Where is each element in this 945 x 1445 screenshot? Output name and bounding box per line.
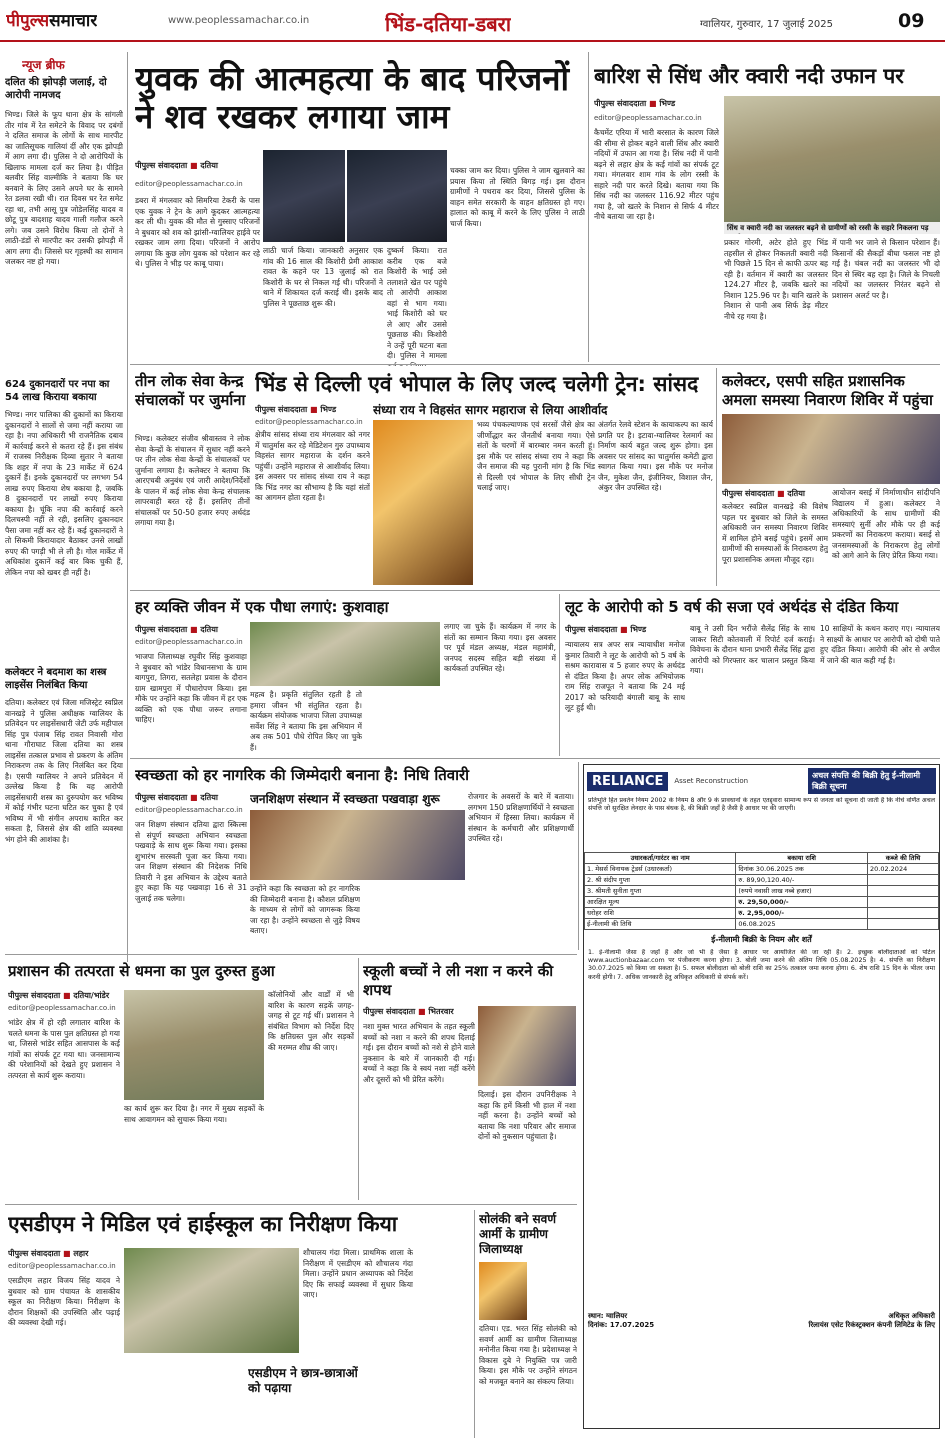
penalty-text: भिण्ड। कलेक्टर संजीव श्रीवास्तव ने लोक सेवा केन्द्रों के संचालन में सुधार नहीं करने पर तीन लोक सेवा केन्द्रों के संचालकों पर जुर्माना लगाया है। कलेक्टर ने बताया कि आरएचबी अनुबंध एवं जारी आदेश/निर्देशों के पालन में कई लोक सेवा केन्द्र संचालक लापरवाही बरत रहे हैं। इसलिए तीनों संचालकों पर 50-50 हजार रुपए अर्थदंड लगाया गया है। xyxy=(135,434,250,527)
ad-place: स्थान: ग्वालियर xyxy=(588,1312,628,1320)
ad-signatory-block xyxy=(809,1312,936,1330)
byline-place: भिण्ड xyxy=(630,625,647,634)
brand-name-part1: पीपुल्स xyxy=(6,11,50,31)
suicide-photo-1 xyxy=(263,150,345,242)
headline-clean: स्वच्छता को हर नागरिक की जिम्मेदारी बनाना है: निधि तिवारी xyxy=(135,766,470,784)
byline-dot: ■ xyxy=(189,793,198,802)
byline-name: पीपुल्स संवाददाता xyxy=(8,1249,61,1258)
tree-text-col1: भाजपा जिलाध्यक्ष रघुवीर सिंह कुशवाहा ने बुधवार को भांडेर विधानसभा के ग्राम बागपुरा, तिगरा, सतलेहा प्रवास के दौरान ग्राम खामपुरा में पौधारोपण किया। इस मौके पर उन्होंने कहा कि जीवन में हर एक व्यक्ति को एक पौधा जरूर लगाना चाहिए। xyxy=(135,652,247,724)
auction-notice-ad xyxy=(583,764,940,1429)
byline-sdm xyxy=(8,1248,118,1260)
camp-text-col1: कलेक्टर स्वप्निल वानखड़े की विशेष पहल पर बुधवार को जिले के समस्त अधिकारी जन समस्या निवारण शिविर में शामिल होने बसई पहुंचे। इसमें आम ग्रामीणों की समस्याओं के निराकरण हेतु पूरा प्रशासनिक अमला मौजूद रहा। xyxy=(722,502,828,564)
sdm-text-col2: शौचालय गंदा मिला। प्राथमिक शाला के निरीक्षण में एसडीएम को शौचालय गंदा मिला। उन्होंने प्रधान अध्यापक को निर्देश दिए कि सफाई व्यवस्था में सुधार किया जाए। xyxy=(303,1248,413,1299)
byline-robbery xyxy=(565,624,675,636)
byline-dot: ■ xyxy=(776,489,785,498)
ad-table-header xyxy=(585,853,939,864)
byline-place: दतिया xyxy=(200,625,218,634)
table-cell: धरोहर राशि xyxy=(585,908,736,919)
column-divider-3 xyxy=(559,594,560,756)
subhead-train: संध्या राय ने विहसंत सागर महाराज से लिया आशीर्वाद xyxy=(373,403,608,417)
train-text-col3: अंतर्गत रेलवे स्टेशन के कायाकल्प का कार्य प्रगति पर है। इटावा-ग्वालियर रेलमार्ग का निर्माण कार्य बहुत जल्द शुरू होगा। इस अवसर पर सांसद का चातुर्मास कमेटी द्वारा स्वागत किया गया। इस मौके पर मनोज जैन, मुकेश जैन, इंजीनियर, विशाल जैन, अंकुर जैन उपस्थित रहे। xyxy=(598,420,713,492)
newspaper-logo[interactable] xyxy=(6,8,97,31)
dateline: ग्वालियर, गुरुवार, 17 जुलाई 2025 xyxy=(700,19,834,30)
subhead-clean: जनशिक्षण संस्थान में स्वच्छता पखवाड़ा शुरू xyxy=(250,792,440,806)
headline-suicide: युवक की आत्महत्या के बाद परिजनों ने शव रखकर लगाया जाम xyxy=(135,60,570,136)
byline-clean xyxy=(135,792,245,804)
drugs-text-col2: दिलाई। इस दौरान उपनिरीक्षक ने कहा कि हमें किसी भी हाल में नशा नहीं करना है। उन्होंने बच्चों को बताया कि नशा परिवार और समाज दोनों को नुकसान पहुंचाता है। xyxy=(478,1090,576,1141)
ad-brand: RELIANCE xyxy=(587,772,668,791)
sdm-photo xyxy=(124,1248,299,1353)
sidebar-divider xyxy=(127,52,128,962)
ad-footer xyxy=(584,1309,939,1333)
byline-place: दतिया xyxy=(787,489,805,498)
flood-photo-caption: सिंध व क्वारी नदी का जलस्तर बढ़ने से ग्रामीणों को रस्सी के सहारे निकलना पड़ xyxy=(724,222,940,234)
train-text-col1: क्षेत्रीय सांसद संध्या राय मंगलवार को नगर में चातुर्मास कर रहे मेडिटेशन गुरु उपाध्याय विहसंत सागर महाराज के दर्शन करने पहुंचीं। उन्होंने महाराज से आशीर्वाद लिया। इस अवसर पर सांसद संध्या राय ने कहा कि भिंड नगर का सौभाग्य है कि यहां संतों का आगमन होता रहता है। xyxy=(255,430,370,502)
byline-name: पीपुल्स संवाददाता xyxy=(135,793,188,802)
byline-tree xyxy=(135,624,245,636)
brief-headline-3: कलेक्टर ने बदमाश का शस्त्र लाइसेंस निलंबित किया xyxy=(5,667,107,691)
ad-signatory-org: रिलायंस एसेट रिकंस्ट्रक्शन कंपनी लिमिटेड के लिए xyxy=(808,1321,935,1329)
email-clean[interactable]: editor@peoplessamachar.co.in xyxy=(135,806,243,814)
suicide-text-col1: डबरा में मंगलवार को सिमरिया टेकरी के पास एक युवक ने ट्रेन के आगे कूदकर आत्महत्या कर ली थी। युवक की मौत से गुस्साए परिजनों ने बुधवार को शव को झांसी-ग्वालियर हाईवे पर रखकर जाम लगा दिया। परिजनों ने आरोप लगाया कि कुछ लोग युवक को परेशान कर रहे थे। पुलिस ने भीड़ पर काबू पाया। xyxy=(135,196,260,268)
row-divider-4 xyxy=(5,954,577,955)
byline-place: भिण्ड xyxy=(659,99,676,108)
flood-text-col2: प्रकार गोरमी, अटेर होते हुए भिंड तहसील से होकर निकलती क्वारी नदी भी पिछले 15 दिन से काफी ऊपर बह रही है। वर्तमान में क्वारी का जलस्तर 124.27 मीटर है, जबकि खतरे का निशान 125.96 पर है। यानि खतरे के निशान से पानी अब सिर्फ डेढ़ मीटर नीचे रह गया है। xyxy=(724,238,828,321)
headline-sdm: एसडीएम ने मिडिल एवं हाईस्कूल का निरीक्षण किया xyxy=(8,1212,398,1236)
suicide-photo-2 xyxy=(347,150,447,242)
tree-text-col2: महत्व है। प्रकृति संतुलित रहती है तो हमारा जीवन भी संतुलित रहता है। कार्यक्रम संयोजक भाजपा जिला उपाध्यक्ष सर्वेश सिंह ने बताया कि इस अभियान में अब तक 501 पौधे रोपित किए जा चुके हैं। xyxy=(250,690,362,752)
gramin-portrait xyxy=(479,1262,527,1320)
byline-name: पीपुल्स संवाददाता xyxy=(8,991,61,1000)
byline-name: पीपुल्स संवाददाता xyxy=(135,161,188,170)
byline-dot: ■ xyxy=(417,1007,426,1016)
table-cell: ई-नीलामी की तिथि xyxy=(585,919,736,930)
ad-intro: प्रतिभूति हित प्रवर्तन नियम 2002 के नियम 8 और 9 के प्रावधानों के तहत एतद्द्वारा सामान्य रूप से जनता को सूचना दी जाती है कि नीचे वर्णित अचल संपत्ति जो सुरक्षित लेनदार के पास बंधक है, की बिक्री जहाँ है जैसी है आधार पर की जाएगी। xyxy=(588,797,935,813)
byline-place: दतिया xyxy=(200,161,218,170)
byline-dot: ■ xyxy=(648,99,657,108)
table-cell xyxy=(868,897,939,908)
ad-terms-title: ई-नीलामी बिक्री के नियम और शर्तें xyxy=(711,935,812,944)
section-title: भिंड-दतिया-डबरा xyxy=(385,12,512,36)
subhead-sdm: एसडीएम ने छात्र-छात्राओं को पढ़ाया xyxy=(248,1366,358,1395)
table-cell xyxy=(868,919,939,930)
headline-bridge: प्रशासन की तत्परता से धमना का पुल दुरुस्त हुआ xyxy=(8,962,275,980)
suicide-text-col4: चक्का जाम कर दिया। पुलिस ने जाम खुलवाने का प्रयास किया तो स्थिति बिगड़ गई। इस दौरान ग्रामीणों ने पथराव कर दिया, जिससे पुलिस के वाहन समेत सरकारी के वाहन क्षतिग्रस्त हो गए। हालात को काबू में करने के लिए पुलिस ने लाठी चार्ज किया। xyxy=(450,166,585,228)
row-divider-3 xyxy=(130,758,940,759)
robbery-text-col3: 10 साक्षियों के कथन कराए गए। न्यायालय ने साक्ष्यों के आधार पर आरोपी को दोषी पाते हुए दंडित किया। आरोपी की ओर से अपील में जाने की बात कही गई है। xyxy=(820,624,940,665)
gramin-text: दतिया। एड. भरत सिंह सोलंकी को सवर्ण आर्मी का ग्रामीण जिलाध्यक्ष मनोनीत किया गया है। प्रदेशाध्यक्ष ने विकास दुबे ने नियुक्ति पत्र जारी किया। इस मौके पर उन्होंने संगठन को मजबूत बनाने का संकल्प लिया। xyxy=(479,1324,577,1386)
byline-place: भितरवार xyxy=(428,1007,454,1016)
table-cell: रु. 29,50,000/- xyxy=(736,897,868,908)
bridge-text-col3: का कार्य शुरू कर दिया है। नगर में मुख्य सड़कों के साथ आवागमन को सुचारू किया गया। xyxy=(124,1104,264,1124)
column-divider-4 xyxy=(578,762,579,950)
bridge-photo xyxy=(124,990,264,1100)
column-divider-1 xyxy=(588,52,589,362)
byline-place: दतिया/भांडेर xyxy=(73,991,110,1000)
train-text-col2: भव्य पंचकल्याणक एवं सरसों जैसे क्षेत्र का जीर्णोद्धार कर जैनतीर्थ बनाया गया। ऐसे संतों के चरणों में बारम्बार नमन करती हूं। इस मौके पर सांसद संध्या राय ने कहा कि जैन समाज की यह पुरानी मांग है कि भिंड से दिल्ली एवं भोपाल के लिए सीधी ट्रेन चलाई जाए। xyxy=(477,420,595,492)
row-divider-1 xyxy=(130,364,940,365)
train-photo xyxy=(373,420,473,585)
table-row xyxy=(585,875,939,886)
headline-train: भिंड से दिल्ली एवं भोपाल के लिए जल्द चलेगी ट्रेन: सांसद xyxy=(255,372,699,396)
headline-camp: कलेक्टर, एसपी सहित प्रशासनिक अमला समस्या निवारण शिविर में पहुंचा xyxy=(722,372,933,409)
email-flood[interactable]: editor@peoplessamachar.co.in xyxy=(594,114,702,122)
clean-text-col2: उन्होंने कहा कि स्वच्छता को हर नागरिक की जिम्मेदारी बनाना है। कौशल प्रशिक्षण के माध्यम से लोगों को जागरूक किया जा रहा है। उन्होंने स्वच्छता से जुड़े विषय बताए। xyxy=(250,884,360,935)
table-row xyxy=(585,864,939,875)
byline-name: पीपुल्स संवाददाता xyxy=(565,625,618,634)
email-sdm[interactable]: editor@peoplessamachar.co.in xyxy=(8,1262,116,1270)
ad-signatory: अधिकृत अधिकारी xyxy=(888,1312,935,1320)
byline-place: भिण्ड xyxy=(320,405,337,414)
byline-train xyxy=(255,404,370,416)
headline-gramin: सोलंकी बने सवर्ण आर्मी के ग्रामीण जिलाध्यक्ष xyxy=(479,1212,557,1256)
table-cell: 2. श्री संदीप गुप्ता xyxy=(585,875,736,886)
ad-table xyxy=(584,852,939,930)
brief-text-2: भिण्ड। नगर पालिका की दुकानों का किराया दुकानदारों ने सालों से जमा नहीं कराया जा रहा है। नपा अधिकारी भी राजनैतिक दबाव में कार्रवाई करने से कतरा रहे हैं। इस संबंध में राजस्व निरीक्षक दिव्या सुतार ने बताया कि शहर में नपा के 23 मार्केट में 624 दुकानें हैं। इनके दुकानदारों पर लगभग 54 लाख रुपए किराया शेष बकाया है, जबकि 8 दुकानदारों पर लाखों रुपए किराया बकाया है। चूंकि नपा की कार्रवाई करने दिलचस्पी नहीं ले रही, इसलिए दुकानदार पैसा जमा नहीं कर रहे हैं। कई दुकानदारों ने तो सिकमी किरायादार बैठाकर उनसे लाखों रुपए की पगड़ी भी ले ली है। गोल मार्केट में अधिकांश दुकानें कई बार बिक चुकी हैं, लेकिन नपा को खबर ही नहीं है। xyxy=(5,410,123,577)
ad-brand-sub: Asset Reconstruction xyxy=(674,777,749,785)
brief-text-1: भिण्ड। जिले के फूप थाना क्षेत्र के सांगली तीर गांव में रेत समेटने के विवाद पर दबंगों ने दलित समाज के लोगों के साथ मारपीट का जातिसूचक गालियां दीं और एक झोपड़ी में आग लगा दी। पुलिस ने दो आरोपियों के खिलाफ मामला दर्ज कर लिया है। पीड़ित बलवीर सिंह वाल्मीकि ने बताया कि घर बनवाने के लिए उसने अपने घर के सामने रेत डलवा रखी थी। रात दिवस घर रेत समेट रहा था, तभी आसू पुत्र जोडेलसिंह यादव व छोटू पुत्र बादशाह यादव गाली गलौज करने लगे। जब उसने विरोध किया तो दोनों ने लाठी-डंडों से मारपीट कर उसकी झोपड़ी में आग लगा दी। जिससे घर गृहस्थी का सामान जलकर नष्ट हो गया। xyxy=(5,110,123,266)
table-row xyxy=(585,897,939,908)
byline-camp xyxy=(722,488,832,500)
table-cell: (रुपये नवासी लाख नब्बे हजार) xyxy=(736,886,868,897)
table-cell: रु. 2,95,000/- xyxy=(736,908,868,919)
ad-title: अचल संपत्ति की बिक्री हेतु ई-नीलामी बिक्री सूचना xyxy=(808,768,936,794)
table-cell: 06.08.2025 xyxy=(736,919,868,930)
byline-dot: ■ xyxy=(62,1249,71,1258)
brief-headline-2: 624 दुकानदारों पर नपा का 54 लाख किराया बकाया xyxy=(5,379,110,403)
camp-photo xyxy=(722,414,940,484)
headline-drugs: स्कूली बच्चों ने ली नशा न करने की शपथ xyxy=(363,962,554,999)
tree-photo xyxy=(250,622,440,686)
headline-flood: बारिश से सिंध और क्वारी नदी उफान पर xyxy=(594,64,904,88)
table-row xyxy=(585,886,939,897)
robbery-text-col2: बाबू ने उसी दिन भरौंजे सैलेंद्र सिंह के साथ जाकर सिटी कोतवाली में रिपोर्ट दर्ज कराई। विवेचना के दौरान थाना प्रभारी सैलेंद्र सिंह द्वारा आरोपी को गिरफ्तार कर चालान प्रस्तुत किया गया। xyxy=(690,624,815,675)
table-cell xyxy=(868,908,939,919)
clean-text-col3: रोजगार के अवसरों के बारे में बताया। लगभग 150 प्रशिक्षणार्थियों ने स्वच्छता अभियान में हिस्सा लिया। कार्यक्रम में संस्थान के कर्मचारी और प्रशिक्षणार्थी उपस्थित रहे। xyxy=(468,792,574,843)
brief-headline-1: दलित की झोपड़ी जलाई, दो आरोपी नामजद xyxy=(5,77,107,101)
byline-place: दतिया xyxy=(200,793,218,802)
ad-col-header: उधारकर्ता/गारंटर का नाम xyxy=(585,853,736,864)
headline-tree: हर व्यक्ति जीवन में एक पौधा लगाएं: कुशवाहा xyxy=(135,598,389,616)
row-divider-2 xyxy=(130,590,940,591)
column-divider-5 xyxy=(358,958,359,1200)
byline-name: पीपुल्स संवाददाता xyxy=(594,99,647,108)
brand-name-part2: समाचार xyxy=(49,11,98,31)
robbery-text-col1: न्यायालय सत्र अपर सत्र न्यायाधीश मनोज कुमार तिवारी ने लूट के आरोपी को 5 वर्ष के सश्रम कारावास व 5 हजार रुपए के अर्थदंड से दंडित किया है। अपर लोक अभियोजक राम सिंह राजपूत ने बताया कि 24 मई 2017 को फरियादी बंगाली बाबू के साथ लूट हुई थी। xyxy=(565,640,685,712)
suicide-text-col3: दुष्कर्म किया। रात करीब एक बजे किशोरी के भाई उसे तलाशते खेत पर पहुंचे तो आरोपी आकाश वहां से भाग गया। भाई किशोरी को घर ले आए और उससे पूछताछ की। किशोरी ने उन्हें पूरी घटना बता दी। पुलिस ने मामला xyxy=(387,246,447,360)
byline-place: लहार xyxy=(73,1249,89,1258)
brief-text-3: दतिया। कलेक्टर एवं जिला मजिस्ट्रेट स्वप्निल वानखड़े ने पुलिस अधीक्षक ग्वालियर के प्रतिवेदन पर लाइसेंसधारी जेटी उर्फ महीपाल सिंह पुत्र पंजाब सिंह रावत निवासी गोरा थाना गौराघाट जिला दतिया का शस्त्र लाइसेंस तत्काल प्रभाव से प्रकरण के अंतिम निराकरण तक के लिए निलंबित कर दिया है। एसपी ग्वालियर ने अपने प्रतिवेदन में उल्लेख किया है कि यह आरोपी लाइसेंसधारी शस्त्र का दुरुपयोग कर भविष्य में कोई गंभीर घटना घटित कर चुका है एवं भविष्य में भी संगीन अपराध कारित कर सकता है, जिससे क्षेत्र की शांति व्यवस्था भंग होने की आशंका है। xyxy=(5,698,123,844)
byline-dot: ■ xyxy=(189,625,198,634)
ad-date: दिनांक: 17.07.2025 xyxy=(588,1321,655,1329)
ad-col-header: कब्जे की तिथि xyxy=(868,853,939,864)
camp-text-col2: आयोजन बसई में निर्माणाधीन सांदीपनि विद्यालय में हुआ। कलेक्टर ने अधिकारियों के साथ ग्रामीणों की समस्याएं सुनीं और मौके पर ही कई प्रकरणों का निराकरण कराया। बसई से जनसमस्याओं के निराकरण हेतु लोगों को आगे आने के लिए प्रेरित किया गया। xyxy=(832,488,940,560)
table-cell: आरक्षित मूल्य xyxy=(585,897,736,908)
drugs-photo xyxy=(478,1006,576,1086)
byline-name: पीपुल्स संवाददाता xyxy=(363,1007,416,1016)
ad-place-date xyxy=(588,1312,654,1330)
column-divider-6 xyxy=(474,1210,475,1438)
byline-dot: ■ xyxy=(309,405,318,414)
page-number: 09 xyxy=(898,10,925,32)
tree-text-col3: लगाए जा चुके हैं। कार्यक्रम में नगर के संतों का सम्मान किया गया। इस अवसर पर पूर्व मंडल अध्यक्ष, मंडल महामंत्री, जनपद सदस्य सहित बड़ी संख्या में कार्यकर्ता उपस्थित रहे। xyxy=(444,622,556,673)
byline-suicide xyxy=(135,160,255,172)
sdm-text-col1: एसडीएम लहार विजय सिंह यादव ने बुधवार को ग्राम पंचायत के शासकीय स्कूल का निरीक्षण किया। निरीक्षण के दौरान शिक्षकों की उपस्थिति और पढ़ाई की व्यवस्था देखी गई। xyxy=(8,1276,120,1327)
table-cell: 3. श्रीमती सुनीता गुप्ता xyxy=(585,886,736,897)
byline-name: पीपुल्स संवाददाता xyxy=(135,625,188,634)
drugs-text-col1: नशा मुक्त भारत अभियान के तहत स्कूली बच्चों को नशा न करने की शपथ दिलाई गई। इस दौरान बच्चों को नशे से होने वाले नुकसान के बारे में जानकारी दी गई। बच्चों ने कहा कि वे स्वयं नशा नहीं करेंगे और दूसरों को भी प्रेरित करेंगे। xyxy=(363,1022,475,1084)
clean-text-col1: जन शिक्षण संस्थान दतिया द्वारा स्किल्स से संपूर्ण स्वच्छता अभियान स्वच्छता पखवाड़े के साथ शुरू किया गया। इसका शुभारंभ सरस्वती पूजा कर किया गया। जन शिक्षण संस्थान की निदेशक निधि तिवारी ने इस अभियान के उद्देश्य बताते हुए कहा कि यह पखवाड़ा 16 से 31 जुलाई तक चलेगा। xyxy=(135,820,247,903)
headline-penalty: तीन लोक सेवा केन्द्र संचालकों पर जुर्माना xyxy=(135,372,246,409)
byline-dot: ■ xyxy=(619,625,628,634)
byline-dot: ■ xyxy=(189,161,198,170)
flood-text-col1: कैचमेंट एरिया में भारी बरसात के कारण जिले की सीमा से होकर बहने वाली सिंध और क्वारी नदियों में उफान आ गया है। सिंध नदी में पानी बढ़ने से लहार क्षेत्र के कई गांवों का संपर्क टूट गया। मंगलवार शाम गांव के लोग रस्सी के सहारे नदी पार करते दिखे। बताया गया कि सिंध नदी का जलस्तर 116.92 मीटर पहुंच गया है, जो खतरे के निशान से सिर्फ 4 मीटर नीचे बताया जा रहा है। xyxy=(594,128,719,221)
website-url[interactable]: www.peoplessamachar.co.in xyxy=(168,15,310,26)
email-bridge[interactable]: editor@peoplessamachar.co.in xyxy=(8,1004,116,1012)
table-cell: 1. मेसर्स विनायक ट्रेडर्स (उधारकर्ता) xyxy=(585,864,736,875)
email-suicide[interactable]: editor@peoplessamachar.co.in xyxy=(135,180,243,188)
column-divider-2 xyxy=(716,368,717,586)
clean-photo xyxy=(250,810,465,880)
table-cell: 20.02.2024 xyxy=(868,864,939,875)
flood-photo xyxy=(724,96,940,222)
ad-header xyxy=(584,765,939,797)
byline-name: पीपुल्स संवाददाता xyxy=(255,405,308,414)
table-cell xyxy=(868,886,939,897)
table-cell: रु. 89,90,120.40/- xyxy=(736,875,868,886)
table-row xyxy=(585,919,939,930)
bridge-text-col2: कॉलोनियों और वार्डों में भी बारिश के कारण सड़कें जगह-जगह से टूट गई थीं। प्रशासन ने संबंधित विभाग को निर्देश दिए कि क्षतिग्रस्त पुल और सड़कों की मरम्मत शीघ्र की जाए। xyxy=(268,990,354,1052)
email-tree[interactable]: editor@peoplessamachar.co.in xyxy=(135,638,243,646)
bridge-text-col1: भांडेर क्षेत्र में हो रही लगातार बारिश के चलते धमना के पास पुल क्षतिग्रस्त हो गया था, जिससे भांडेर सहित आसपास के कई गांवों का संपर्क टूट गया था। जनसामान्य की परेशानियों को देखते हुए प्रशासन ने तत्परता से कार्य शुरू कराया। xyxy=(8,1018,120,1080)
suicide-text-col2: लाठी चार्ज किया। जानकारी अनुसार एक गांव की 16 साल की किशोरी प्रेमी आकाश रावत के कहने पर 13 जुलाई को रात किशोरी के घर से निकल गई थी। परिजनों ने थाने में शिकायत दर्ज कराई थी। इसके बाद पुलिस ने पूछताछ शुरू की। xyxy=(263,246,383,308)
ad-terms: 1. ई-नीलामी जैसा है जहाँ है और जो भी है जैसा है आधार पर आयोजित की जा रही है। 2. इच्छुक बोलीदाताओं को पोर्टल www.auctionbazaar.com पर पंजीकरण करना होगा। 3. बोली जमा करने की अंतिम तिथि 05.08.2025 है। 4. संपत्ति का निरीक्षण 30.07.2025 को किया जा सकता है। 5. सफल बोलीदाता को बोली राशि का 25% तत्काल जमा करना होगा। 6. शेष राशि 15 दिन के भीतर जमा करनी होगी। 7. अधिक जानकारी हेतु अधिकृत अधिकारी से संपर्क करें। xyxy=(588,949,935,981)
email-train[interactable]: editor@peoplessamachar.co.in xyxy=(255,418,363,426)
ad-col-header: बकाया राशि xyxy=(736,853,868,864)
table-row xyxy=(585,908,939,919)
byline-dot: ■ xyxy=(62,991,71,1000)
headline-robbery: लूट के आरोपी को 5 वर्ष की सजा एवं अर्थदंड से दंडित किया xyxy=(565,598,899,616)
table-cell: दिनांक 30.06.2025 तक xyxy=(736,864,868,875)
flood-text-col3: में पानी भर जाने से किसान परेशान हैं। किसानों की सैकड़ों बीघा फसल नष्ट हो गई है। चंबल नदी का जलस्तर भी दो दिन से स्थिर बह रहा है। जिले के निचली नदियों का जलस्तर निरंतर बढ़ने से प्रशासन अलर्ट पर है। xyxy=(832,238,940,300)
byline-name: पीपुल्स संवाददाता xyxy=(722,489,775,498)
news-brief-label: न्यूज ब्रीफ xyxy=(22,58,65,72)
table-cell xyxy=(868,875,939,886)
row-divider-5 xyxy=(5,1204,577,1205)
byline-drugs xyxy=(363,1006,475,1018)
